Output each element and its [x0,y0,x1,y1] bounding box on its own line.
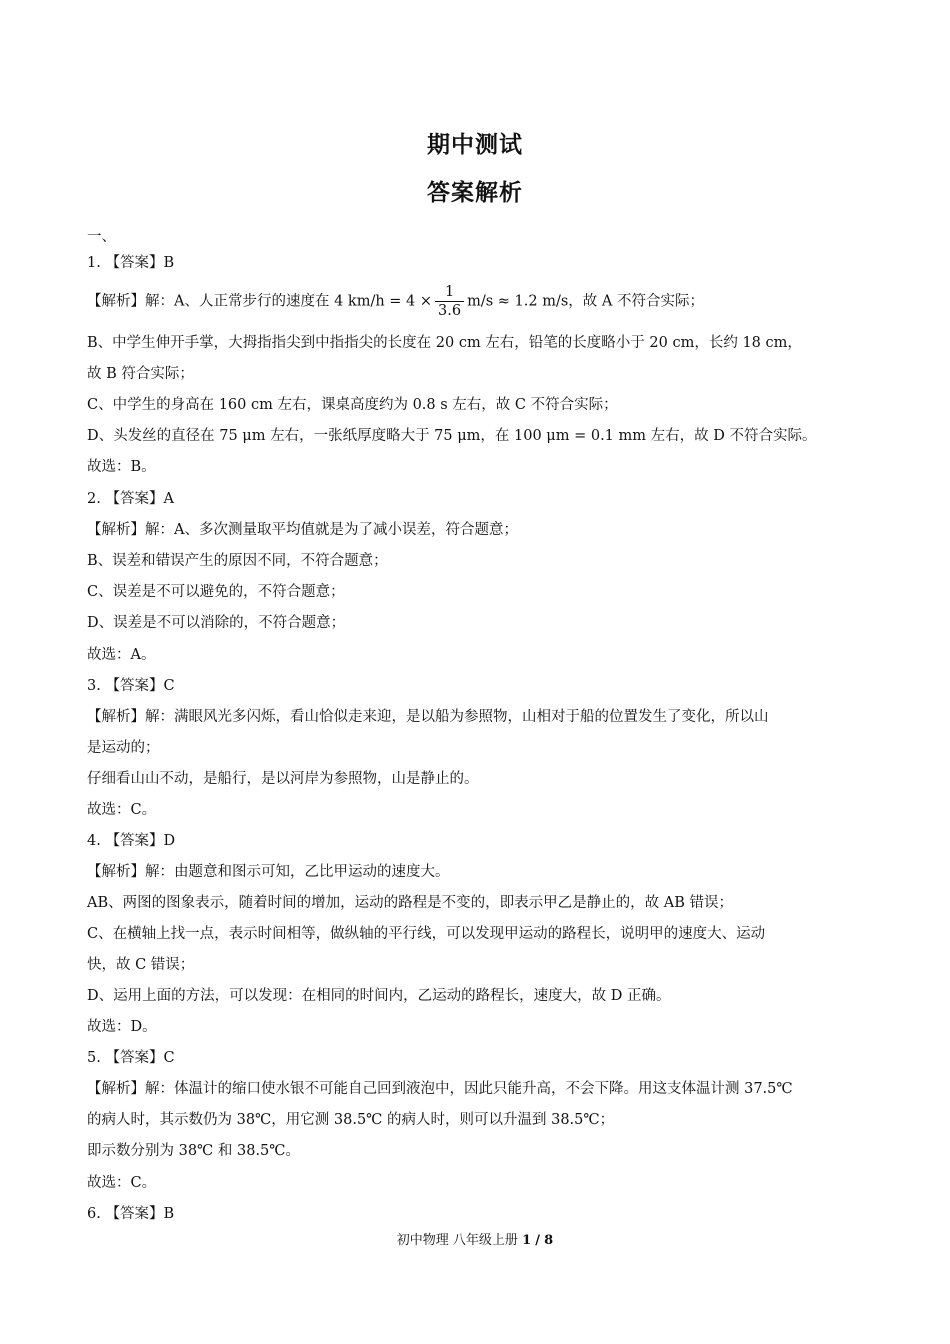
footer-page-total: 8 [544,1233,554,1248]
fraction [435,283,464,320]
page-subtitle: 答案解析 [427,180,523,206]
page-title: 期中测试 [427,132,523,158]
q2-analysis-a: 【解析】解：A、多次测量取平均值就是为了减小误差，符合题意； [87,522,518,538]
section-heading: 一、 [87,229,116,245]
q4-analysis-2: AB、两图的图象表示，随着时间的增加，运动的路程是不变的，即表示甲乙是静止的，故 AB 错误； [87,895,733,911]
q1-selection: 故选：B。 [87,459,156,475]
q5-answer: 5. 【答案】C [87,1050,175,1066]
q1-analysis-b: B、中学生伸开手掌，大拇指指尖到中指指尖的长度在 20 cm 左右，铅笔的长度略小于 20 cm，长约 18 cm， [87,335,802,351]
q4-analysis-5: D、运用上面的方法，可以发现：在相同的时间内，乙运动的路程长，速度大，故 D 正确。 [87,988,671,1004]
q6-answer: 6. 【答案】B [87,1206,175,1222]
q4-answer: 4. 【答案】D [87,833,176,849]
q3-answer: 3. 【答案】C [87,678,175,694]
q5-analysis-1: 【解析】解：体温计的缩口使水银不可能自己回到液泡中，因此只能升高，不会下降。用这支体温计测 37.5℃ [87,1081,793,1097]
q1-analysis-b-cont: 故 B 符合实际； [87,366,194,382]
q2-selection: 故选：A。 [87,647,156,663]
q1-a-text-end: m/s ≈ 1.2 m/s，故 A 不符合实际； [467,293,704,310]
q1-answer: 1. 【答案】B [87,255,175,271]
q2-analysis-d: D、误差是不可以消除的，不符合题意； [87,615,346,631]
q2-answer: 2. 【答案】A [87,491,174,507]
q3-selection: 故选：C。 [87,802,157,818]
q3-analysis-2: 是运动的； [87,740,160,756]
q5-selection: 故选：C。 [87,1175,157,1191]
page-footer [0,1229,950,1248]
q1-analysis-d: D、头发丝的直径在 75 μm 左右，一张纸厚度略大于 75 μm，在 100 μm = 0.1 mm 左右，故 D 不符合实际。 [87,428,817,444]
footer-page-number: 1 [522,1233,532,1248]
q4-analysis-4: 快，故 C 错误； [87,957,195,973]
footer-subject: 初中物理 八年级上册 [396,1233,518,1248]
q2-analysis-c: C、误差是不可以避免的，不符合题意； [87,584,345,600]
q1-a-text: 【解析】解：A、人正常步行的速度在 4 km/h = 4 × [87,293,433,310]
fraction-denominator: 3.6 [438,303,462,319]
q4-analysis-1: 【解析】解：由题意和图示可知，乙比甲运动的速度大。 [87,864,450,880]
fraction-numerator: 1 [435,283,464,302]
q1-analysis-a [87,283,877,320]
q5-analysis-2: 的病人时，其示数仍为 38℃，用它测 38.5℃ 的病人时，则可以升温到 38.5℃； [87,1112,615,1128]
q3-analysis-1: 【解析】解：满眼风光多闪烁，看山恰似走来迎，是以船为参照物，山相对于船的位置发生了变化，所以山 [87,709,769,725]
footer-separator: / [535,1233,541,1248]
q1-analysis-c: C、中学生的身高在 160 cm 左右，课桌高度约为 0.8 s 左右，故 C 不符合实际； [87,397,618,413]
q2-analysis-b: B、误差和错误产生的原因不同，不符合题意； [87,553,388,569]
q5-analysis-3: 即示数分别为 38℃ 和 38.5℃。 [87,1143,301,1159]
q4-selection: 故选：D。 [87,1019,157,1035]
q3-analysis-3: 仔细看山山不动，是船行，是以河岸为参照物，山是静止的。 [87,771,479,787]
q4-analysis-3: C、在横轴上找一点，表示时间相等，做纵轴的平行线，可以发现甲运动的路程长，说明甲的速度大、运动 [87,926,766,942]
